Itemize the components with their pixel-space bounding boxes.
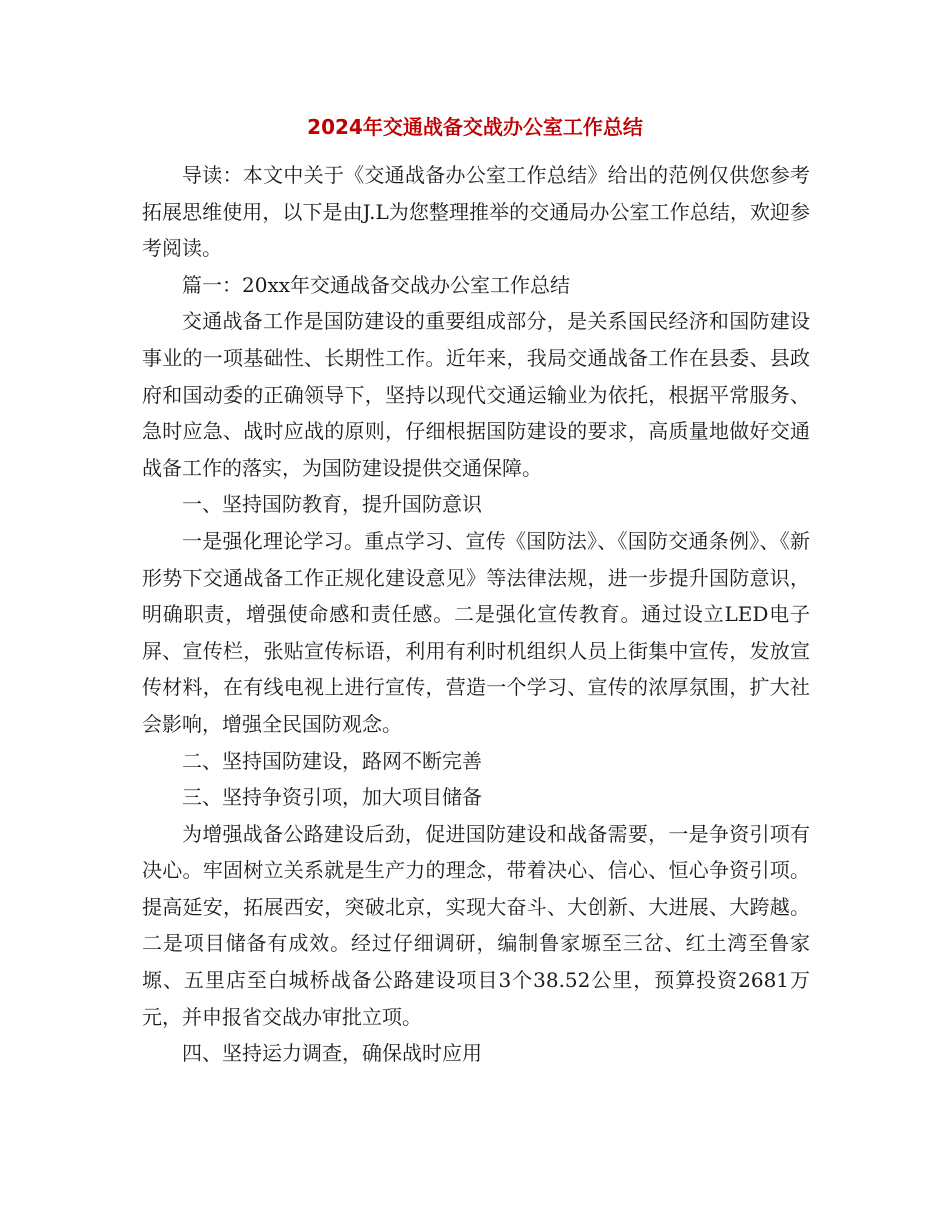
section-heading-4: 四、坚持运力调查，确保战时应用 xyxy=(182,1041,482,1066)
document-title: 2024年交通战备交战办公室工作总结 xyxy=(307,115,643,139)
section-heading-2: 二、坚持国防建设，路网不断完善 xyxy=(182,748,482,773)
intro-paragraph: 导读：本文中关于《交通战备办公室工作总结》给出的范例仅供您参考拓展思维使用，以下是由J.L为您整理推举的交通局办公室工作总结，欢迎参考阅读。 xyxy=(142,163,810,261)
document-body xyxy=(142,157,810,1072)
section-1-paragraph: 一是强化理论学习。重点学习、宣传《国防法》、《国防交通条例》、《新形势下交通战备工作正规化建设意见》等法律法规，进一步提升国防意识，明确职责，增强使命感和责任感。二是强化宣传教育。通过设立LED电子屏、宣传栏，张贴宣传标语，利用有利时机组织人员上街集中宣传，发放宣传材料，在有线电视上进行宣传，营造一个学习、宣传的浓厚氛围，扩大社会影响，增强全民国防观念。 xyxy=(142,528,810,736)
chapter-heading: 篇一：20xx年交通战备交战办公室工作总结 xyxy=(182,272,571,297)
section-heading-3: 三、坚持争资引项，加大项目储备 xyxy=(182,785,482,810)
overview-paragraph: 交通战备工作是国防建设的重要组成部分，是关系国民经济和国防建设事业的一项基础性、长期性工作。近年来，我局交通战备工作在县委、县政府和国动委的正确领导下，坚持以现代交通运输业为依托，根据平常服务、急时应急、战时应战的原则，仔细根据国防建设的要求，高质量地做好交通战备工作的落实，为国防建设提供交通保障。 xyxy=(142,309,810,480)
section-heading-1: 一、坚持国防教育，提升国防意识 xyxy=(182,492,482,517)
section-3-paragraph: 为增强战备公路建设后劲，促进国防建设和战备需要，一是争资引项有决心。牢固树立关系就是生产力的理念，带着决心、信心、恒心争资引项。提高延安，拓展西安，突破北京，实现大奋斗、大创新、大进展、大跨越。二是项目储备有成效。经过仔细调研，编制鲁家塬至三岔、红土湾至鲁家塬、五里店至白城桥战备公路建设项目3个38.52公里，预算投资2681万元，并申报省交战办审批立项。 xyxy=(142,821,810,1029)
